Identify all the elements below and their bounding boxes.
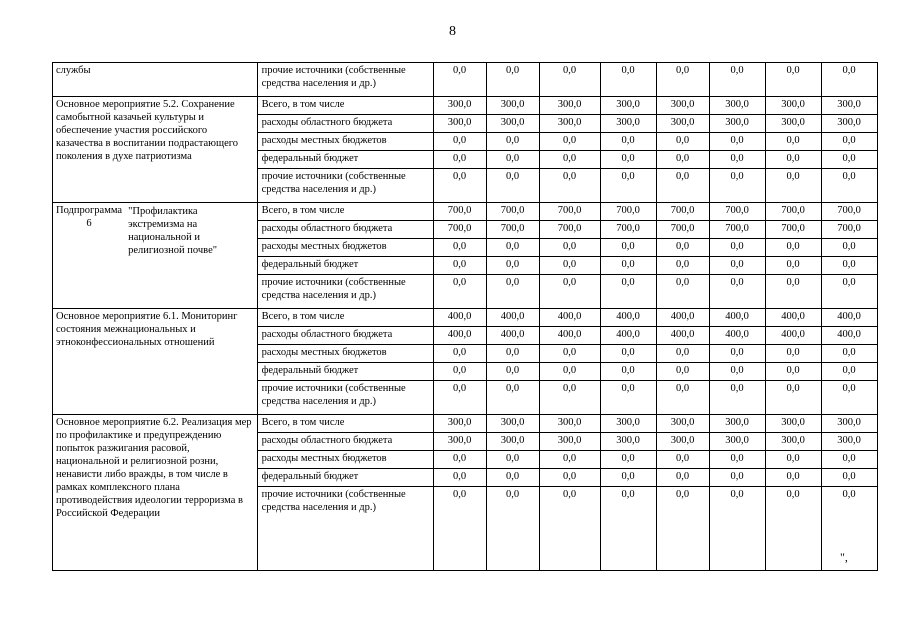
page-number: 8 [449, 24, 456, 39]
amount-cell: 0,0 [656, 345, 709, 363]
funding-source-label: прочие источники (собственные средства населения и др.) [257, 275, 433, 309]
amount-cell: 0,0 [486, 63, 539, 97]
amount-cell: 0,0 [433, 381, 486, 415]
funding-source-label: расходы местных бюджетов [257, 451, 433, 469]
amount-cell: 300,0 [486, 415, 539, 433]
amount-cell: 0,0 [765, 469, 821, 487]
amount-cell: 700,0 [765, 221, 821, 239]
amount-cell: 0,0 [539, 451, 600, 469]
amount-cell: 0,0 [539, 239, 600, 257]
amount-cell: 0,0 [765, 363, 821, 381]
amount-cell: 0,0 [600, 257, 656, 275]
activity-title: Основное мероприятие 5.2. Сохранение самобытной казачьей культуры и обеспечение участия российского казачества в воспитании подрастающего поколения в духе патриотизма [53, 97, 258, 203]
amount-cell: 0,0 [821, 133, 877, 151]
amount-cell: 0,0 [709, 345, 765, 363]
subprogram-label: Подпрограмма 6 [53, 203, 126, 309]
amount-cell: 300,0 [486, 433, 539, 451]
amount-cell: 0,0 [821, 275, 877, 309]
amount-cell: 300,0 [656, 115, 709, 133]
amount-cell: 0,0 [821, 257, 877, 275]
amount-cell: 0,0 [765, 345, 821, 363]
amount-cell: 300,0 [433, 97, 486, 115]
funding-source-label: Всего, в том числе [257, 309, 433, 327]
amount-cell: 0,0 [821, 63, 877, 97]
amount-cell: 700,0 [486, 203, 539, 221]
amount-cell: 700,0 [486, 221, 539, 239]
funding-source-label: федеральный бюджет [257, 363, 433, 381]
table-row [53, 97, 878, 115]
amount-cell: 400,0 [433, 309, 486, 327]
amount-cell: 0,0 [433, 469, 486, 487]
amount-cell: 0,0 [486, 451, 539, 469]
amount-cell: 400,0 [600, 309, 656, 327]
amount-cell: 0,0 [539, 381, 600, 415]
amount-cell: 400,0 [765, 309, 821, 327]
amount-cell: 0,0 [433, 257, 486, 275]
amount-cell: 0,0 [765, 151, 821, 169]
amount-cell: 0,0 [486, 363, 539, 381]
amount-cell: 0,0 [765, 239, 821, 257]
amount-cell: 0,0 [709, 451, 765, 469]
amount-cell: 0,0 [433, 63, 486, 97]
amount-cell: 0,0 [765, 133, 821, 151]
amount-cell: 300,0 [600, 115, 656, 133]
amount-cell: 700,0 [656, 203, 709, 221]
amount-cell: 0,0 [539, 363, 600, 381]
amount-cell: 0,0 [656, 239, 709, 257]
funding-source-label: Всего, в том числе [257, 415, 433, 433]
amount-cell: 300,0 [709, 433, 765, 451]
amount-cell: 0,0 [821, 363, 877, 381]
amount-cell: 0,0 [709, 469, 765, 487]
funding-source-label: прочие источники (собственные средства населения и др.) [257, 487, 433, 571]
closing-quote-mark: ", [840, 550, 848, 564]
funding-source-label: федеральный бюджет [257, 151, 433, 169]
amount-cell: 0,0 [600, 451, 656, 469]
amount-cell: 0,0 [656, 257, 709, 275]
amount-cell: 0,0 [656, 151, 709, 169]
amount-cell: 0,0 [539, 257, 600, 275]
amount-cell: 300,0 [433, 415, 486, 433]
amount-cell: 0,0 [821, 151, 877, 169]
amount-cell: 300,0 [486, 115, 539, 133]
funding-source-label: расходы областного бюджета [257, 327, 433, 345]
amount-cell: 0,0 [765, 451, 821, 469]
amount-cell: 300,0 [765, 115, 821, 133]
amount-cell: 0,0 [600, 239, 656, 257]
funding-source-label: расходы местных бюджетов [257, 133, 433, 151]
amount-cell: 0,0 [709, 239, 765, 257]
amount-cell: 400,0 [709, 309, 765, 327]
funding-source-label: расходы областного бюджета [257, 221, 433, 239]
amount-cell: 0,0 [656, 451, 709, 469]
amount-cell: 300,0 [709, 415, 765, 433]
amount-cell: 0,0 [486, 169, 539, 203]
amount-cell: 0,0 [709, 257, 765, 275]
amount-cell: 0,0 [821, 381, 877, 415]
amount-cell: 0,0 [539, 487, 600, 571]
amount-cell: 0,0 [433, 487, 486, 571]
amount-cell: 400,0 [656, 309, 709, 327]
amount-cell: 0,0 [539, 151, 600, 169]
amount-cell: 300,0 [765, 97, 821, 115]
amount-cell: 0,0 [486, 257, 539, 275]
amount-cell: 400,0 [600, 327, 656, 345]
table-row [53, 63, 878, 97]
amount-cell: 0,0 [765, 275, 821, 309]
amount-cell: 0,0 [433, 451, 486, 469]
amount-cell: 0,0 [600, 151, 656, 169]
amount-cell: 0,0 [486, 239, 539, 257]
amount-cell: 400,0 [486, 309, 539, 327]
activity-title: службы [53, 63, 258, 97]
amount-cell: 0,0 [709, 381, 765, 415]
amount-cell: 0,0 [433, 133, 486, 151]
amount-cell: 0,0 [600, 363, 656, 381]
amount-cell: 700,0 [821, 221, 877, 239]
amount-cell: 0,0 [656, 275, 709, 309]
budget-table [52, 62, 878, 571]
amount-cell: 0,0 [765, 257, 821, 275]
amount-cell: 0,0 [656, 133, 709, 151]
amount-cell: 0,0 [600, 169, 656, 203]
funding-source-label: расходы областного бюджета [257, 115, 433, 133]
amount-cell: 700,0 [709, 203, 765, 221]
table-row [53, 309, 878, 327]
amount-cell: 300,0 [656, 433, 709, 451]
amount-cell: 300,0 [539, 97, 600, 115]
amount-cell: 300,0 [600, 97, 656, 115]
amount-cell: 400,0 [709, 327, 765, 345]
subprogram-title: "Профилактика экстремизма на национальной и религиозной почве" [125, 203, 257, 309]
funding-source-label: Всего, в том числе [257, 97, 433, 115]
table-row [53, 415, 878, 433]
amount-cell: 300,0 [486, 97, 539, 115]
amount-cell: 0,0 [539, 345, 600, 363]
activity-title: Основное мероприятие 6.2. Реализация мер по профилактике и предупреждению попыток разжигания расовой, национальной и религиозной розни, ненависти либо вражды, в том числе в рамках комплексного плана противодействия идеологии терроризма в Российской Федерации [53, 415, 258, 571]
amount-cell: 300,0 [539, 433, 600, 451]
amount-cell: 0,0 [821, 469, 877, 487]
amount-cell: 0,0 [600, 275, 656, 309]
amount-cell: 700,0 [765, 203, 821, 221]
amount-cell: 300,0 [821, 415, 877, 433]
amount-cell: 300,0 [656, 415, 709, 433]
amount-cell: 0,0 [709, 363, 765, 381]
amount-cell: 700,0 [539, 221, 600, 239]
amount-cell: 0,0 [433, 363, 486, 381]
amount-cell: 300,0 [539, 115, 600, 133]
amount-cell: 0,0 [765, 381, 821, 415]
amount-cell: 300,0 [709, 115, 765, 133]
amount-cell: 300,0 [765, 415, 821, 433]
amount-cell: 0,0 [486, 381, 539, 415]
amount-cell: 0,0 [656, 363, 709, 381]
amount-cell: 700,0 [821, 203, 877, 221]
amount-cell: 0,0 [600, 345, 656, 363]
funding-source-label: расходы местных бюджетов [257, 239, 433, 257]
amount-cell: 0,0 [600, 133, 656, 151]
amount-cell: 0,0 [765, 487, 821, 571]
amount-cell: 300,0 [821, 97, 877, 115]
amount-cell: 700,0 [433, 203, 486, 221]
amount-cell: 0,0 [433, 169, 486, 203]
amount-cell: 300,0 [821, 433, 877, 451]
amount-cell: 0,0 [539, 133, 600, 151]
amount-cell: 0,0 [539, 63, 600, 97]
activity-title: Основное мероприятие 6.1. Мониторинг состояния межнациональных и этноконфессиональных отношений [53, 309, 258, 415]
amount-cell: 300,0 [433, 433, 486, 451]
amount-cell: 0,0 [656, 381, 709, 415]
amount-cell: 0,0 [486, 345, 539, 363]
amount-cell: 0,0 [656, 487, 709, 571]
amount-cell: 0,0 [539, 275, 600, 309]
funding-source-label: расходы местных бюджетов [257, 345, 433, 363]
amount-cell: 700,0 [656, 221, 709, 239]
funding-source-label: прочие источники (собственные средства населения и др.) [257, 63, 433, 97]
amount-cell: 0,0 [433, 275, 486, 309]
amount-cell: 400,0 [539, 327, 600, 345]
amount-cell: 0,0 [433, 345, 486, 363]
funding-source-label: прочие источники (собственные средства населения и др.) [257, 169, 433, 203]
amount-cell: 0,0 [600, 381, 656, 415]
amount-cell: 700,0 [709, 221, 765, 239]
amount-cell: 400,0 [821, 309, 877, 327]
amount-cell: 400,0 [656, 327, 709, 345]
amount-cell: 0,0 [486, 469, 539, 487]
amount-cell: 0,0 [656, 169, 709, 203]
amount-cell: 300,0 [709, 97, 765, 115]
amount-cell: 300,0 [821, 115, 877, 133]
amount-cell: 0,0 [821, 169, 877, 203]
amount-cell: 300,0 [600, 415, 656, 433]
funding-source-label: прочие источники (собственные средства населения и др.) [257, 381, 433, 415]
amount-cell: 300,0 [433, 115, 486, 133]
amount-cell: 0,0 [486, 133, 539, 151]
funding-source-label: расходы областного бюджета [257, 433, 433, 451]
amount-cell: 0,0 [821, 239, 877, 257]
amount-cell: 0,0 [600, 469, 656, 487]
amount-cell: 700,0 [539, 203, 600, 221]
table-row [53, 203, 878, 221]
amount-cell: 0,0 [600, 487, 656, 571]
amount-cell: 0,0 [709, 275, 765, 309]
funding-source-label: Всего, в том числе [257, 203, 433, 221]
amount-cell: 0,0 [433, 151, 486, 169]
amount-cell: 0,0 [709, 133, 765, 151]
amount-cell: 0,0 [709, 169, 765, 203]
amount-cell: 400,0 [433, 327, 486, 345]
amount-cell: 700,0 [600, 203, 656, 221]
amount-cell: 300,0 [600, 433, 656, 451]
amount-cell: 0,0 [486, 275, 539, 309]
amount-cell: 0,0 [821, 487, 877, 571]
amount-cell: 0,0 [821, 345, 877, 363]
amount-cell: 700,0 [600, 221, 656, 239]
amount-cell: 300,0 [765, 433, 821, 451]
amount-cell: 0,0 [539, 469, 600, 487]
amount-cell: 0,0 [486, 151, 539, 169]
amount-cell: 400,0 [765, 327, 821, 345]
amount-cell: 0,0 [433, 239, 486, 257]
amount-cell: 400,0 [821, 327, 877, 345]
amount-cell: 400,0 [486, 327, 539, 345]
amount-cell: 400,0 [539, 309, 600, 327]
amount-cell: 0,0 [486, 487, 539, 571]
amount-cell: 0,0 [709, 63, 765, 97]
amount-cell: 0,0 [709, 487, 765, 571]
amount-cell: 0,0 [656, 63, 709, 97]
amount-cell: 0,0 [539, 169, 600, 203]
funding-source-label: федеральный бюджет [257, 469, 433, 487]
amount-cell: 700,0 [433, 221, 486, 239]
amount-cell: 300,0 [656, 97, 709, 115]
amount-cell: 0,0 [709, 151, 765, 169]
amount-cell: 0,0 [821, 451, 877, 469]
amount-cell: 0,0 [765, 63, 821, 97]
funding-source-label: федеральный бюджет [257, 257, 433, 275]
amount-cell: 0,0 [600, 63, 656, 97]
amount-cell: 0,0 [656, 469, 709, 487]
amount-cell: 0,0 [765, 169, 821, 203]
amount-cell: 300,0 [539, 415, 600, 433]
